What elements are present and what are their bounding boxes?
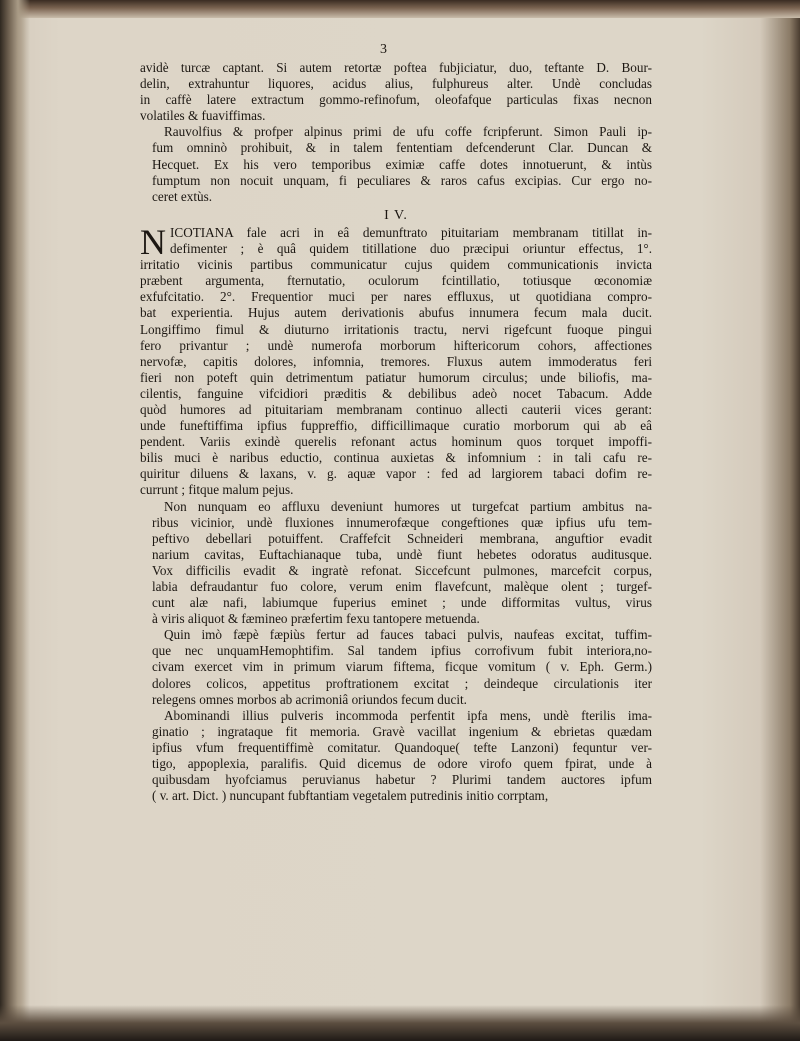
paragraph xyxy=(140,499,652,628)
text-line: cunt alæ nafi, labiumque fuperius eminet ; unde difformitas vultus, virus xyxy=(152,595,652,611)
section-opening xyxy=(140,221,652,262)
section-paragraphs xyxy=(140,257,652,804)
text-line: narium cavitas, Euftachianaque tuba, undè fiunt hebetes odoratus auditusque. xyxy=(152,546,652,562)
text-line: civam exercet vim in primum viarum fiftema, ficque vomitum ( v. Eph. Germ.) xyxy=(152,659,652,675)
text-line: delin, extrahuntur liquores, acidus alius, fulphureus alter. Undè concludas xyxy=(140,76,652,92)
text-line: tigo, appoplexia, paralifis. Quid dicemus de odore virofo quem fpirat, unde à xyxy=(152,756,652,772)
text-line: defimenter ; è quâ quidem titillatione duo præcipui oriuntur effectus, 1°. xyxy=(170,241,652,257)
text-line: ( v. art. Dict. ) nuncupant fubftantiam vegetalem putredinis initio corrptam, xyxy=(152,788,549,804)
text-line: quibusdam hyofciamus peruvianus habetur ? Plurimi tandem auctores ipfum xyxy=(152,772,652,788)
text-line: in caffè latere extractum gommo-refinofum, oleofafque particulas fixas necnon xyxy=(140,92,652,108)
text-line: à viris aliquot & fæmineo præfertim fexu tantopere metuenda. xyxy=(152,611,480,627)
text-line: labia defraudantur fuo colore, verum enim flavefcunt, malèque olent ; turgef- xyxy=(152,579,652,594)
text-line: dolores colicos, appetitus proftrationem excitat ; deindeque circulationis iter xyxy=(152,675,652,691)
text-line: bat experientia. Hujus autem derivationis abufus innumera fecum mala ducit. xyxy=(140,305,652,321)
text-line: Abominandi illius pulveris incommoda perfentit ipfa mens, undè fterilis ima- xyxy=(164,707,652,723)
text-line: ICOTIANA fale acri in eâ demunftrato pituitariam membranam titillat in- xyxy=(170,224,652,240)
paragraph xyxy=(140,124,652,204)
text-line: ceret extùs. xyxy=(152,188,213,204)
paragraph xyxy=(140,708,652,805)
paragraph xyxy=(140,60,652,124)
text-line: fieri non poteft quin detrimentum patiatur humorum circulus; unde biliofis, ma- xyxy=(140,369,652,385)
text-line: fero privantur ; undè numerofa morborum hiftericorum cohors, affectiones xyxy=(140,337,652,353)
section-heading: I V. xyxy=(384,207,408,223)
text-line: currunt ; fitque malum pejus. xyxy=(140,482,294,498)
text-line: præbent argumenta, fternutatio, oculorum fcintillatio, totiusque œconomiæ xyxy=(140,273,652,289)
text-line: ipfius vfum frequentiffimè comitatur. Quandoque( tefte Lanzoni) fequntur ver- xyxy=(152,739,652,755)
text-line: Longiffimo fimul & diuturno irritationis tractu, nervi rigefcunt fuoque pingui xyxy=(140,321,652,337)
text-line: irritatio vicinis partibus communicatur cujus quidem communicationis invicta xyxy=(140,257,652,273)
text-line: Hecquet. Ex his vero temporibus eximiæ caffe dotes innotuerunt, & intùs xyxy=(152,156,652,172)
text-line: Vox difficilis evadit & ingratè refonat. Siccefcunt pulmones, marcefcit corpus, xyxy=(152,562,652,578)
paragraph xyxy=(140,627,652,707)
page-number: 3 xyxy=(380,42,387,57)
text-line: relegens omnes morbos ab acrimoniâ oriundos fecum ducit. xyxy=(152,691,467,707)
text-line: cilentis, fanguine vifcidiori præditis & debilibus adeò nocet Tabacum. Adde xyxy=(140,385,652,401)
text-line: peftivo debellari potuiffent. Craffefcit Schneideri membrana, anguftior evadit xyxy=(152,530,652,546)
text-line: avidè turcæ captant. Si autem retortæ poftea fubjiciatur, duo, teftante D. Bour- xyxy=(140,60,652,75)
text-line: nervofæ, capitis dolores, infomnia, tremores. Fluxus autem immoderatus feri xyxy=(140,353,652,369)
book-gutter xyxy=(0,0,30,1041)
text-line: quòd humores ad pituitariam membranam continuo allecti cauterii vices gerant: xyxy=(140,401,652,417)
text-line: pendent. Variis exindè querelis refonant actus hominum quos torquet impoffi- xyxy=(140,434,652,450)
text-line: unde funeftiffima ipfius fuppreffio, difficillimaque curatio morborum qui ab eâ xyxy=(140,418,652,434)
intro-paragraphs xyxy=(140,60,652,205)
text-line: fumptum non nocuit unquam, fi peculiares & raros cafus excipias. Cur ergo no- xyxy=(152,172,652,188)
text-line: exfufcitatio. 2°. Frequentior muci per nares effluxus, ut quotidiana compro- xyxy=(140,289,652,305)
text-line: fum omninò prohibuit, & in talem fententiam defcenderunt Clar. Duncan & xyxy=(152,140,652,156)
book-bottom-edge xyxy=(0,1005,800,1041)
text-line: quiritur diluens & laxans, v. g. aquæ vapor : fed ad largiorem tabaci dofim re- xyxy=(140,466,652,482)
text-line: volatiles & fuaviffimas. xyxy=(140,108,266,124)
text-line: Non nunquam eo affluxu deveniunt humores ut turgefcat partium ambitus na- xyxy=(164,498,652,514)
book-top-edge xyxy=(0,0,800,18)
drop-cap: N xyxy=(140,221,166,262)
text-line: Rauvolfius & profper alpinus primi de ufu coffe fcripferunt. Simon Pauli ip- xyxy=(164,124,652,140)
text-line: ginatio ; ingrataque fit memoria. Gravè vacillat ingenium & ebrietas quædam xyxy=(152,723,652,739)
text-line: bilis muci è naribus eductio, continua auxietas & infomnium : in tali cafu re- xyxy=(140,450,652,466)
text-line: ribus vicinior, undè fluxiones innumerofæque congeftiones quæ ipfius ufu tem- xyxy=(152,514,652,530)
text-line: Quin imò fæpè fæpiùs fertur ad fauces tabaci pulvis, naufeas excitat, tuffim- xyxy=(164,627,652,643)
page-text xyxy=(140,60,652,804)
text-line: que nec unquamHemophtifim. Sal tandem ipfius corrofivum fubit interiora,no- xyxy=(152,643,652,659)
paragraph xyxy=(140,257,652,498)
